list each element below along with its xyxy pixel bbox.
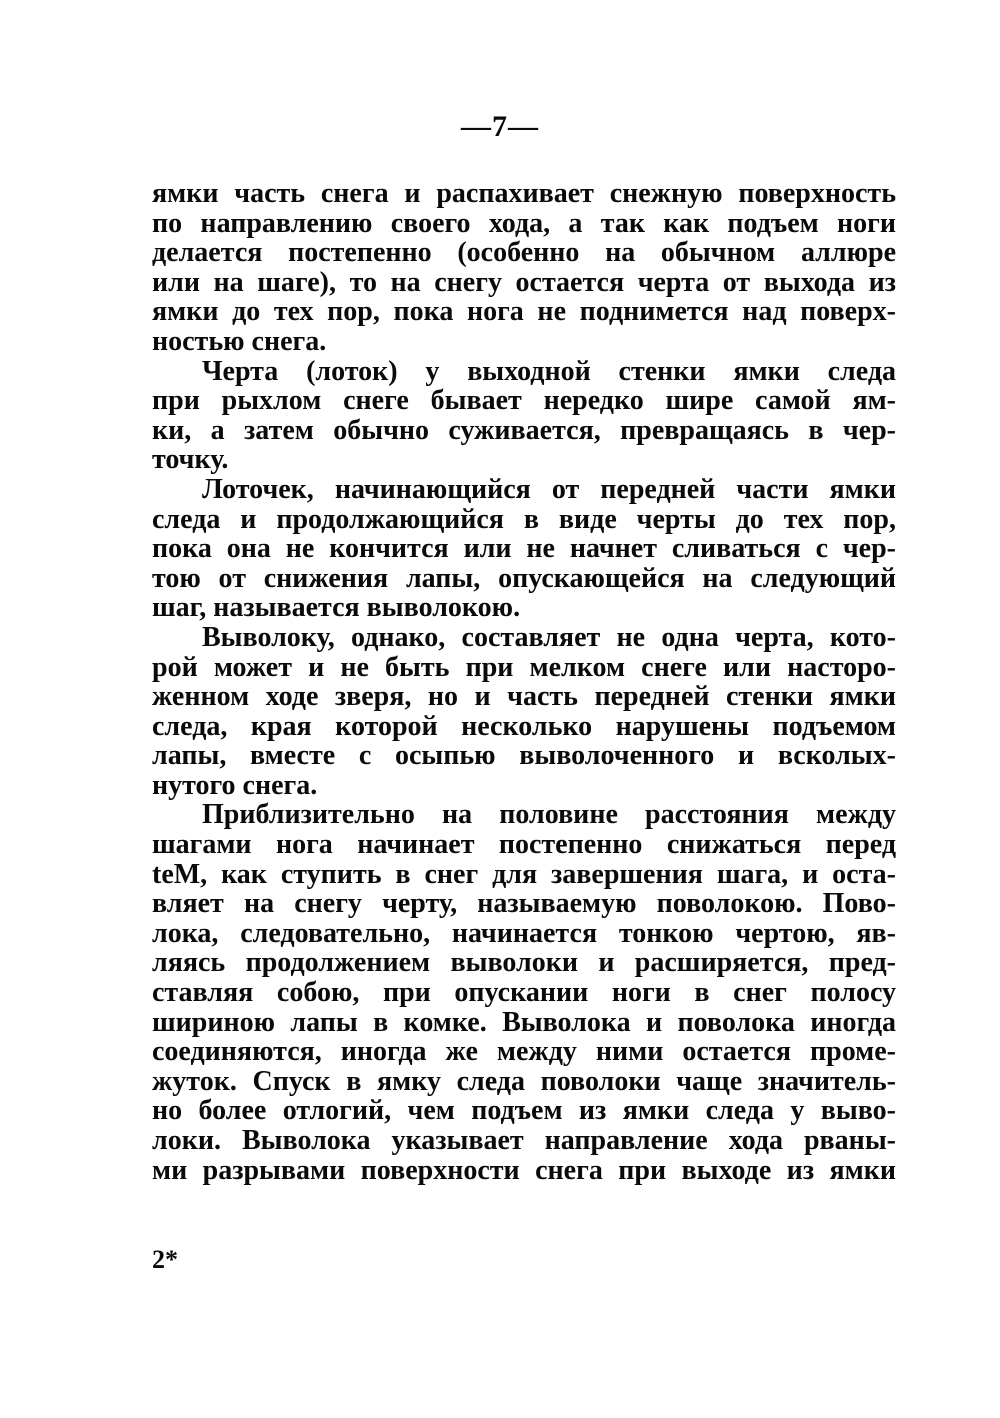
text-line: при рыхлом снеге бывает нередко шире самой ям- [152,385,896,417]
text-line: или на шаге), то на снегу остается черта от выхода из [152,266,896,298]
page-number: —7— [461,110,539,143]
text-line: по направлению своего хода, а так как подъем ноги [152,207,896,239]
body-text [152,179,896,1185]
text-line: лока, следовательно, начинается тонкою чертою, яв- [152,917,896,949]
printer-signature-mark: 2* [152,1245,178,1274]
text-line: соединяются, иногда же между ними остается проме- [152,1036,896,1068]
text-line: ки, а затем обычно суживается, превращаясь в чер- [152,414,896,446]
text-line: ямки до тех пор, пока нога не поднимется над поверх- [152,296,896,328]
text-line: локи. Выволока указывает направление хода рваны- [152,1125,896,1156]
text-line: ляясь продолжением выволоки и расширяется, пред- [152,947,896,979]
text-line: Приблизительно на половине расстояния между [202,799,896,831]
text-line: но более отлогий, чем подъем из ямки следа у выво- [152,1095,896,1127]
text-line: следа, края которой несколько нарушены подъемом [152,710,896,742]
text-line: вляет на снегу черту, называемую поволокою. Пово- [152,888,896,920]
text-line: нутого снега. [152,769,318,801]
text-line: делается постепенно (особенно на обычном аллюре [152,237,896,269]
text-line: рой может и не быть при мелком снеге или насторо- [152,651,896,683]
text-line: ставляя собою, при опускании ноги в снег полосу [152,977,896,1009]
text-line: шаг, называется выволокою. [152,592,521,624]
text-line: Лоточек, начинающийся от передней части ямки [202,473,896,505]
text-line: ми разрывами поверхности снега при выходе из ямки [152,1154,896,1186]
text-line: лапы, вместе с осыпью выволоченного и всколых- [152,740,896,772]
text-line: пока она не кончится или не начнет сливаться с чер- [152,533,896,565]
text-line: точку. [152,444,229,476]
text-line: женном ходе зверя, но и часть передней стенки ямки [152,681,896,713]
text-line: следа и продолжающийся в виде черты до тех пор, [152,503,896,535]
text-line: шагами нога начинает постепенно снижаться перед [152,829,896,861]
text-line: ностью снега. [152,325,327,357]
text-line: ямки часть снега и распахивает снежную поверхность [152,178,896,209]
text-line: жуток. Спуск в ямку следа поволоки чаще значитель- [152,1065,896,1097]
text-line: teM, как ступить в снег для завершения шага, и оста- [152,858,896,890]
text-line: тою от снижения лапы, опускающейся на следующий [152,562,896,594]
text-line: Черта (лоток) у выходной стенки ямки следа [202,355,896,387]
text-line: Выволоку, однако, составляет не одна черта, кото- [202,621,896,653]
text-line: шириною лапы в комке. Выволока и поволока иногда [152,1006,896,1038]
